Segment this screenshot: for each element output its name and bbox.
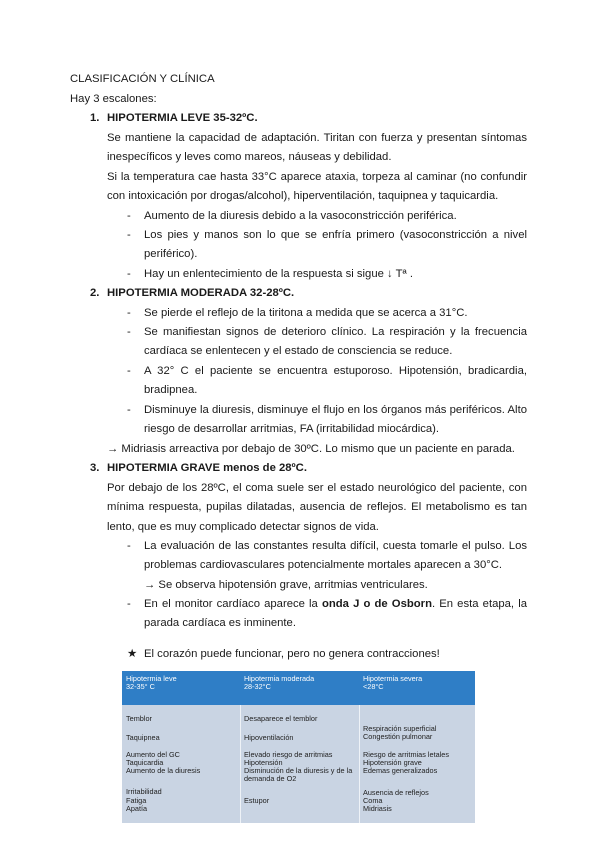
level3-para-line1: Por debajo de los 28ºC, el coma suele ser el estado neurológico del paciente, con bbox=[107, 482, 527, 494]
col2-title: Hipotermia moderada bbox=[244, 674, 315, 683]
level3-number: 3. bbox=[90, 462, 100, 474]
table-cell: Aumento de la diuresis bbox=[126, 766, 201, 775]
level1-number: 1. bbox=[90, 112, 100, 124]
bullet-mark: - bbox=[127, 365, 131, 377]
table-cell: Aumento del GC bbox=[126, 750, 180, 759]
star-note: El corazón puede funcionar, pero no genera contracciones! bbox=[144, 648, 440, 660]
table-cell: Estupor bbox=[244, 796, 270, 805]
level2-bullet4-line1: Disminuye la diuresis, disminuye el flujo en los órganos más periféricos. Alto bbox=[144, 404, 527, 416]
table-cell: Edemas generalizados bbox=[363, 766, 438, 775]
level1-bullet2-line1: Los pies y manos son lo que se enfría primero (vasoconstricción a nivel bbox=[144, 229, 527, 241]
level3-para-line2: mínima respuesta, pupilas dilatadas, ausencia de reflejos. El metabolismo es tan bbox=[107, 501, 527, 513]
bullet-mark: - bbox=[127, 268, 131, 280]
table-cell: demanda de O2 bbox=[244, 774, 297, 783]
level2-bullet4-line2: riesgo de desarrollar arritmias, FA (irritabilidad miocárdica). bbox=[144, 423, 440, 435]
level2-bullet2-line2: cardíaca se enlentecen y el estado de consciencia se reduce. bbox=[144, 345, 453, 357]
level2-number: 2. bbox=[90, 287, 100, 299]
level2-bullet3-line2: bradipnea. bbox=[144, 384, 198, 396]
table-cell: Riesgo de arritmias letales bbox=[363, 750, 449, 759]
level3-para-line3: lento, que es muy complicado detectar signos de vida. bbox=[107, 521, 379, 533]
level1-para2-line1: Si la temperatura cae hasta 33°C aparece ataxia, torpeza al caminar (no confundir bbox=[107, 171, 527, 183]
level1-para2-line2: con intoxicación por drogas/alcohol), hiperventilación, taquipnea y taquicardia. bbox=[107, 190, 499, 202]
table-cell: Irritabilidad bbox=[126, 787, 162, 796]
bullet-mark: - bbox=[127, 540, 131, 552]
intro-text: Hay 3 escalones: bbox=[70, 93, 157, 105]
table-cell: Congestión pulmonar bbox=[363, 732, 433, 741]
level1-para1-line2: inespecíficos y leves como mareos, náuseas y debilidad. bbox=[107, 151, 392, 163]
star-icon: ★ bbox=[127, 648, 138, 660]
bullet-mark: - bbox=[127, 598, 131, 610]
table-cell: Ausencia de reflejos bbox=[363, 788, 429, 797]
table-cell: Midriasis bbox=[363, 804, 392, 813]
col2-range: 28-32°C bbox=[244, 682, 271, 691]
level1-bullet3: Hay un enlentecimiento de la respuesta si sigue ↓ Tª . bbox=[144, 268, 413, 280]
level3-bullet1-line2: problemas cardiovasculares potencialmente mortales aparecen a 30°C. bbox=[144, 559, 503, 571]
table-cell: Temblor bbox=[126, 714, 152, 723]
level3-bullet1-line1: La evaluación de las constantes resulta difícil, cuesta tomarle el pulso. Los bbox=[144, 540, 527, 552]
level3-heading: HIPOTERMIA GRAVE menos de 28ºC. bbox=[107, 462, 307, 474]
table-cell: Respiración superficial bbox=[363, 724, 437, 733]
column-divider bbox=[359, 705, 360, 823]
table-cell: Desaparece el temblor bbox=[244, 714, 318, 723]
level1-bullet2-line2: periférico). bbox=[144, 248, 198, 260]
bullet-mark: - bbox=[127, 404, 131, 416]
bullet-mark: - bbox=[127, 326, 131, 338]
table-cell: Disminución de la diuresis y de la bbox=[244, 766, 353, 775]
table-cell: Hipotensión grave bbox=[363, 758, 422, 767]
table-header bbox=[122, 671, 475, 705]
table-cell: Taquicardia bbox=[126, 758, 164, 767]
level1-para1-line1: Se mantiene la capacidad de adaptación. Tiritan con fuerza y presentan síntomas bbox=[107, 132, 527, 144]
level3-bullet2-post: . En esta etapa, la bbox=[431, 598, 527, 610]
hypothermia-table bbox=[122, 671, 475, 823]
bullet-mark: - bbox=[127, 307, 131, 319]
table-cell: Taquipnea bbox=[126, 733, 160, 742]
col3-range: <28°C bbox=[363, 682, 384, 691]
level3-bullet2-line2: parada cardíaca es inminente. bbox=[144, 617, 296, 629]
level2-bullet2-line1: Se manifiestan signos de deterioro clínico. La respiración y la frecuencia bbox=[144, 326, 527, 338]
level3-bullet2-pre: En el monitor cardíaco aparece la bbox=[144, 598, 322, 610]
col1-title: Hipotermia leve bbox=[126, 674, 177, 683]
bullet-mark: - bbox=[127, 210, 131, 222]
level2-bullet3-line1: A 32° C el paciente se encuentra estuporoso. Hipotensión, bradicardia, bbox=[144, 365, 527, 377]
column-divider bbox=[240, 705, 241, 823]
col1-range: 32-35° C bbox=[126, 682, 155, 691]
level2-heading: HIPOTERMIA MODERADA 32-28ºC. bbox=[107, 287, 295, 299]
table-cell: Coma bbox=[363, 796, 383, 805]
level1-bullet1: Aumento de la diuresis debido a la vasoconstricción periférica. bbox=[144, 210, 457, 222]
table-cell: Apatía bbox=[126, 804, 148, 813]
table-cell: Elevado riesgo de arritmias bbox=[244, 750, 333, 759]
table-cell: Fatiga bbox=[126, 796, 147, 805]
table-cell: Hipoventilación bbox=[244, 733, 294, 742]
section-title: CLASIFICACIÓN Y CLÍNICA bbox=[70, 73, 215, 85]
level3-bullet2-line1 bbox=[144, 595, 527, 615]
level2-note: → Midriasis arreactiva por debajo de 30ºC. Lo mismo que un paciente en parada. bbox=[107, 443, 515, 455]
osborn-wave-term: onda J o de Osborn bbox=[321, 598, 432, 610]
level1-heading: HIPOTERMIA LEVE 35-32ºC. bbox=[107, 112, 258, 124]
bullet-mark: - bbox=[127, 229, 131, 241]
level3-bullet1-line3: → Se observa hipotensión grave, arritmias ventriculares. bbox=[144, 579, 428, 591]
table-cell: Hipotensión bbox=[244, 758, 283, 767]
col3-title: Hipotermia severa bbox=[363, 674, 423, 683]
level2-bullet1: Se pierde el reflejo de la tiritona a medida que se acerca a 31°C. bbox=[144, 307, 468, 319]
